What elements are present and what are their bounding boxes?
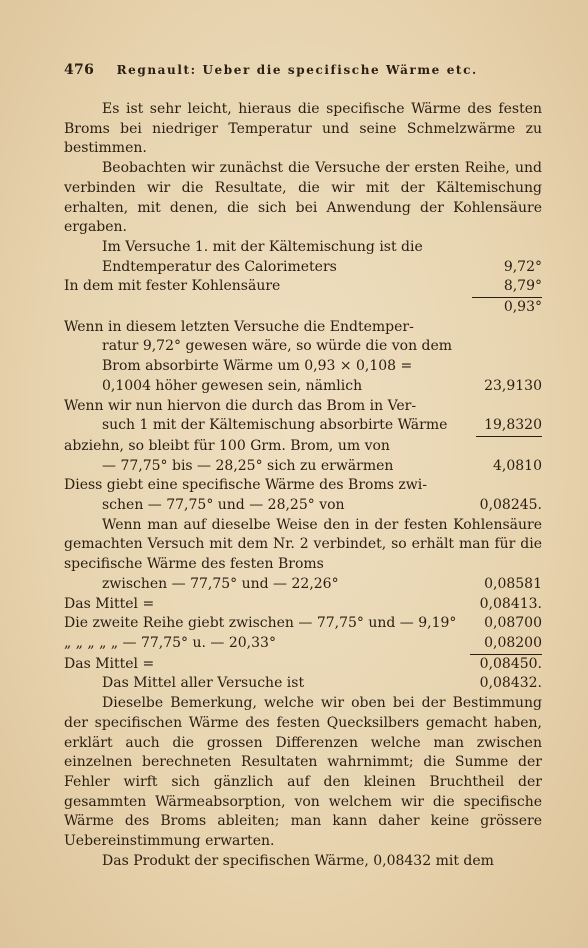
value: 8,79°: [503, 278, 542, 295]
value: 0,08450.: [479, 655, 542, 672]
table-row: schen — 77,75° und — 28,25° von 0,08245.: [64, 496, 542, 516]
table-row: Wenn wir nun hiervon die durch das Brom in Ver-: [64, 397, 417, 414]
table-row: such 1 mit der Kältemischung absorbirte Wärme 19,8320: [64, 416, 542, 437]
paragraph-4: Dieselbe Bemerkung, welche wir oben bei der Bestimmung der specifischen Wärme des festen Quecksilbers gemacht haben, erklärt auch die grossen Differenzen welche man zwischen einzelnen berechneten Resultaten wahrnimmt; die Summe der Fehler wirft sich gänzlich auf den kleinen Bruchtheil der gesammten Wärmeabsorption, von welchem wir die specifische Wärme des Broms ableiten; man kann daher keine grössere Uebereinstimmung erwarten.: [64, 695, 542, 850]
value: 0,08581: [484, 575, 542, 592]
value: 0,93°: [503, 299, 542, 316]
running-header: [64, 62, 542, 78]
table-row: — 77,75° bis — 28,25° sich zu erwärmen 4,0810: [64, 457, 542, 477]
value: 23,9130: [484, 377, 542, 394]
table-row: Im Versuche 1. mit der Kältemischung ist die: [102, 238, 423, 255]
table-row: [64, 298, 542, 318]
table-row: 0,1004 höher gewesen sein, nämlich 23,9130: [64, 377, 542, 397]
table-row: Das Mittel = 0,08450.: [64, 655, 542, 675]
value: 0,08413.: [479, 595, 542, 612]
paragraph-2: Beobachten wir zunächst die Versuche der ersten Reihe, und verbinden wir die Resultate, die wir mit der Kältemischung erhalten, mit denen, die sich bei Anwendung der Kohlensäure ergaben.: [64, 160, 542, 236]
table-row: Brom absorbirte Wärme um 0,93 × 0,108 =: [102, 358, 413, 375]
paragraph-1: Es ist sehr leicht, hieraus die specifische Wärme des festen Broms bei niedriger Temperatur und seine Schmelzwärme zu bestimmen.: [64, 101, 542, 157]
table-row: Diess giebt eine specifische Wärme des Broms zwi-: [64, 477, 427, 494]
table-row: Das Produkt der specifischen Wärme, 0,08432 mit dem: [102, 852, 494, 869]
table-row: ratur 9,72° gewesen wäre, so würde die von dem: [102, 338, 453, 355]
value: 0,08700: [484, 615, 542, 632]
table-row: Endtemperatur des Calorimeters 9,72°: [64, 258, 542, 278]
running-title: Regnault: Ueber die specifische Wärme etc.: [116, 63, 478, 77]
value: 9,72°: [503, 258, 542, 275]
table-row: Das Mittel aller Versuche ist 0,08432.: [64, 674, 542, 694]
paragraph-3: Wenn man auf dieselbe Weise den in der festen Kohlensäure gemachten Versuch mit dem Nr. 2 verbindet, so erhält man für die specifische Wärme des festen Broms: [64, 516, 542, 573]
value: 0,08432.: [479, 675, 542, 692]
value: 0,08245.: [479, 497, 542, 514]
table-row: In dem mit fester Kohlensäure 8,79°: [64, 277, 542, 297]
page-number: 476: [64, 62, 95, 78]
table-row: Das Mittel = 0,08413.: [64, 595, 542, 615]
page-body: [64, 100, 542, 871]
value: 4,0810: [493, 457, 542, 474]
table-row: Die zweite Reihe giebt zwischen — 77,75° und — 9,19° 0,08700: [64, 614, 542, 634]
value: 19,8320: [476, 416, 542, 437]
table-row: Wenn in diesem letzten Versuche die Endtemper-: [64, 318, 414, 335]
value: 0,08200: [484, 634, 542, 651]
table-row: zwischen — 77,75° und — 22,26° 0,08581: [64, 575, 542, 595]
table-row: abziehn, so bleibt für 100 Grm. Brom, um von: [64, 437, 390, 454]
table-row: „ „ „ „ „ — 77,75° u. — 20,33° 0,08200: [64, 634, 542, 654]
